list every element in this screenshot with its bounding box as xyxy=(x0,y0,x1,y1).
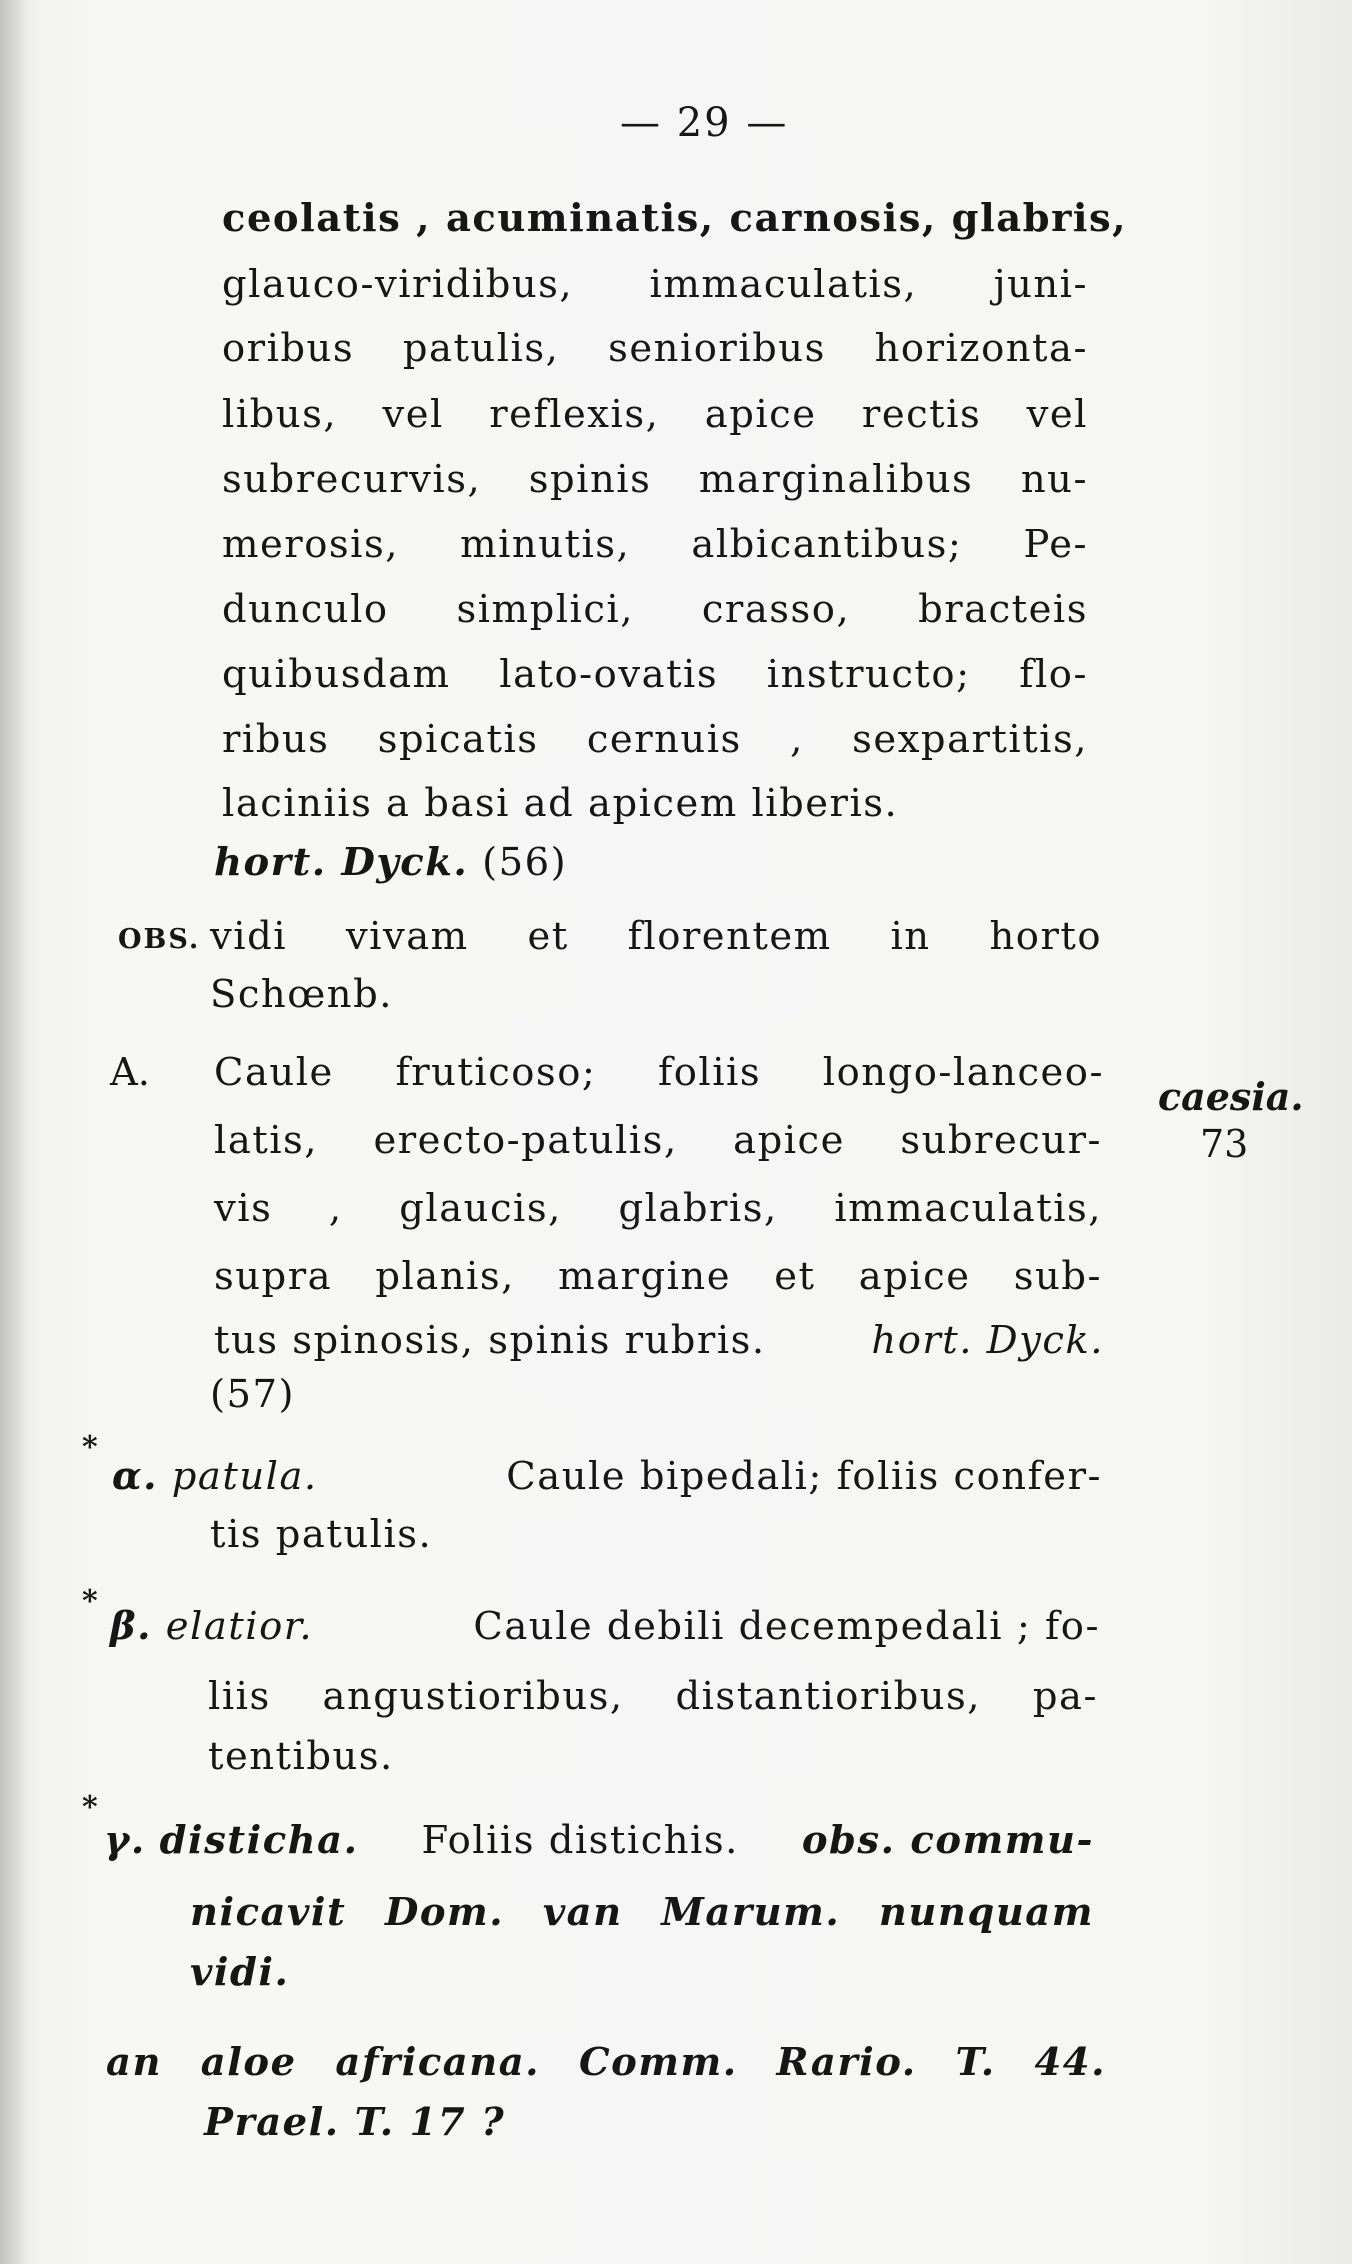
text-line: vidi vivam et florentem in horto xyxy=(210,914,1102,959)
text-line: an aloe africana. Comm. Rario. T. 44. xyxy=(106,2040,1106,2085)
margin-species-name: caesia. xyxy=(1158,1074,1304,1119)
text-segment: Caule bipedali; foliis confer- xyxy=(506,1454,1102,1499)
section-label: A. xyxy=(110,1050,151,1095)
reference-number: (56) xyxy=(482,840,568,885)
text-line: ceolatis , acuminatis, carnosis, glabris, xyxy=(222,196,1128,241)
text-line: subrecurvis, spinis marginalibus nu- xyxy=(222,457,1088,502)
text-line: tentibus. xyxy=(208,1734,394,1779)
reference-italic: hort. Dyck. xyxy=(214,840,469,885)
variety-name: elatior. xyxy=(165,1604,314,1649)
variety-name: patula. xyxy=(171,1454,318,1499)
text-line xyxy=(110,1604,1100,1649)
text-line xyxy=(112,1454,1102,1499)
reference-number: (57) xyxy=(210,1372,296,1417)
variety-label: α. xyxy=(112,1454,159,1499)
text-line: libus, vel reflexis, apice rectis vel xyxy=(222,392,1088,437)
reference-italic: hort. Dyck. xyxy=(871,1318,1104,1363)
text-line: glauco-viridibus, immaculatis, juni- xyxy=(222,262,1088,307)
text-line: dunculo simplici, crasso, bracteis xyxy=(222,587,1088,632)
text-line: Prael. T. 17 ? xyxy=(204,2100,506,2145)
variety-label: γ. xyxy=(104,1818,146,1863)
text-line: oribus patulis, senioribus horizonta- xyxy=(222,326,1088,371)
text-line: Schœnb. xyxy=(210,972,393,1017)
variety-label: β. xyxy=(110,1604,152,1649)
text-segment: tus spinosis, spinis rubris. xyxy=(214,1318,766,1363)
text-line: vis , glaucis, glabris, immaculatis, xyxy=(214,1186,1102,1231)
text-line: ribus spicatis cernuis , sexpartitis, xyxy=(222,717,1088,762)
text-line: laciniis a basi ad apicem liberis. xyxy=(222,781,899,826)
text-line: tis patulis. xyxy=(210,1512,433,1557)
obs-italic: obs. commu- xyxy=(801,1818,1094,1863)
text-line: merosis, minutis, albicantibus; Pe- xyxy=(222,522,1088,567)
variety-name: disticha. xyxy=(159,1818,359,1863)
asterisk-mark: * xyxy=(82,1584,98,1619)
reference-line xyxy=(214,840,567,885)
margin-number: 73 xyxy=(1200,1122,1249,1166)
text-line: latis, erecto-patulis, apice subrecur- xyxy=(214,1118,1102,1163)
gutter-shadow xyxy=(0,0,28,2264)
text-line: quibusdam lato-ovatis instructo; flo- xyxy=(222,652,1088,697)
asterisk-mark: * xyxy=(82,1790,98,1825)
text-line xyxy=(214,1318,1104,1363)
asterisk-mark: * xyxy=(82,1430,98,1465)
text-line: vidi. xyxy=(190,1950,290,1995)
obs-label: OBS. xyxy=(118,924,201,955)
text-segment: Foliis distichis. xyxy=(421,1818,739,1863)
text-line: supra planis, margine et apice sub- xyxy=(214,1254,1102,1299)
text-segment: Caule debili decempedali ; fo- xyxy=(473,1604,1100,1649)
text-line: liis angustioribus, distantioribus, pa- xyxy=(208,1674,1098,1719)
text-line xyxy=(104,1818,1094,1863)
text-line: nicavit Dom. van Marum. nunquam xyxy=(190,1890,1094,1935)
text-line: Caule fruticoso; foliis longo-lanceo- xyxy=(214,1050,1104,1095)
page-number: — 29 — xyxy=(620,100,789,146)
